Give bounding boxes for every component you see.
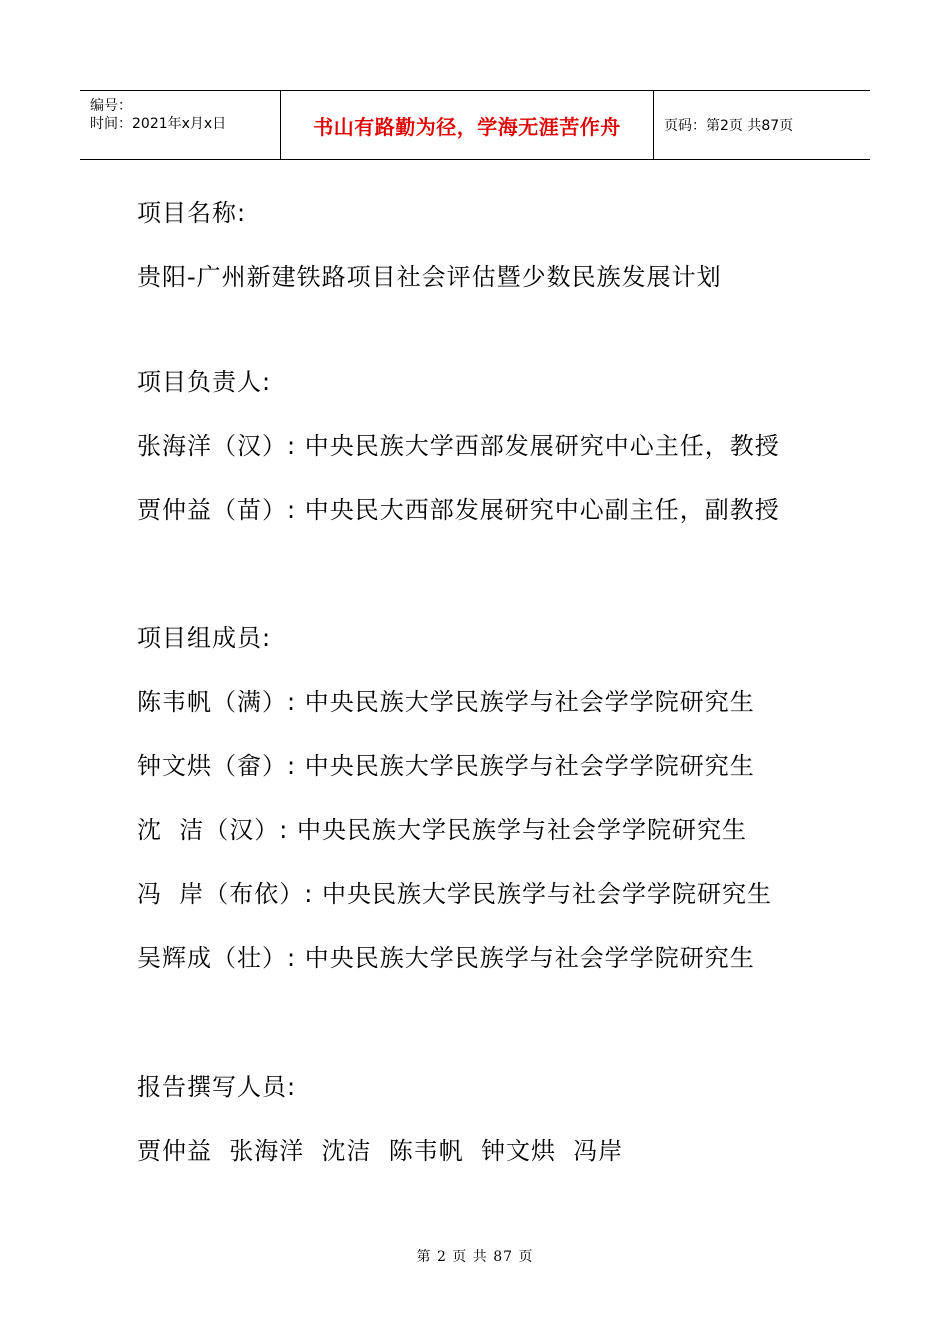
- header-meta-cell: [80, 91, 281, 159]
- member-line: 陈韦帆（满）: 中央民族大学民族学与社会学学院研究生: [137, 688, 755, 716]
- member-line: 沈 洁（汉）: 中央民族大学民族学与社会学学院研究生: [137, 816, 747, 844]
- project-members-label: 项目组成员:: [137, 624, 272, 652]
- leader-line: 张海洋（汉）: 中央民族大学西部发展研究中心主任，教授: [137, 432, 780, 460]
- leader-line: 贾仲益（苗）: 中央民大西部发展研究中心副主任，副教授: [137, 496, 780, 524]
- report-writers-list: 贾仲益 张海洋 沈洁 陈韦帆 钟文烘 冯岸: [137, 1137, 624, 1165]
- member-line: 吴辉成（壮）: 中央民族大学民族学与社会学学院研究生: [137, 944, 755, 972]
- serial-number-label: 编号：: [90, 98, 132, 114]
- date-label: 时间：2021年x月x日: [90, 116, 227, 132]
- member-line: 冯 岸（布依）: 中央民族大学民族学与社会学学院研究生: [137, 880, 772, 908]
- report-writers-label: 报告撰写人员:: [137, 1073, 297, 1101]
- page-footer: 第 2 页 共 87 页: [416, 1249, 534, 1265]
- project-leader-label: 项目负责人:: [137, 368, 272, 396]
- header-page-info: 页码：第2页 共87页: [664, 118, 794, 134]
- project-name-label: 项目名称:: [137, 199, 247, 227]
- member-line: 钟文烘（畲）: 中央民族大学民族学与社会学学院研究生: [137, 752, 755, 780]
- document-header: [80, 90, 870, 160]
- project-name-value: 贵阳-广州新建铁路项目社会评估暨少数民族发展计划: [137, 263, 722, 291]
- header-motto: 书山有路勤为径，学海无涯苦作舟: [281, 91, 654, 159]
